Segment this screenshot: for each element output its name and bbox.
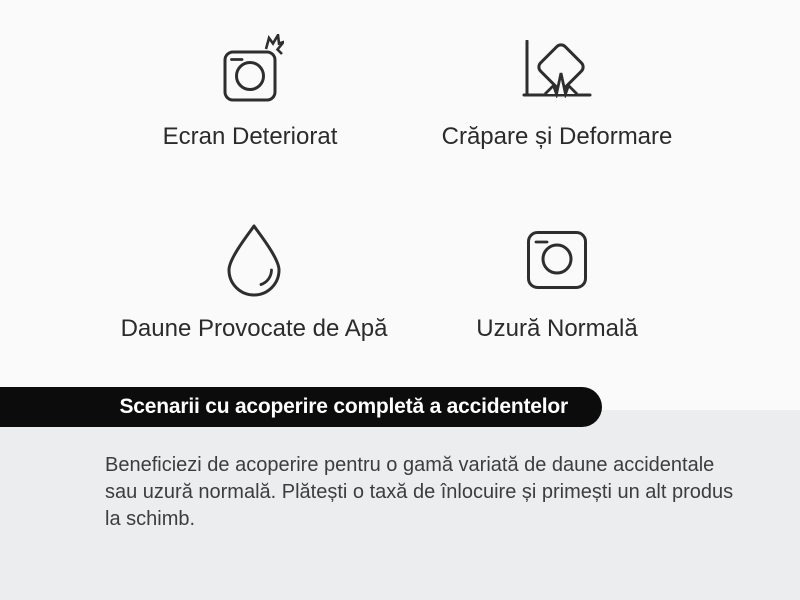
water-drop-icon bbox=[226, 223, 282, 297]
impact-shock-icon bbox=[522, 40, 592, 98]
coverage-description-line: la schimb. bbox=[105, 508, 196, 530]
feature-label: Crăpare și Deformare bbox=[441, 123, 673, 150]
coverage-description bbox=[105, 452, 733, 533]
feature-label: Ecran Deteriorat bbox=[162, 123, 338, 150]
feature-uzura-normala bbox=[417, 231, 697, 344]
coverage-banner-title: Scenarii cu acoperire completă a accidentelor bbox=[119, 395, 568, 418]
coverage-description-line: Beneficiezi de acoperire pentru o gamă variată de daune accidentale bbox=[105, 454, 715, 476]
camera-icon bbox=[527, 231, 587, 289]
feature-crapare-deformare bbox=[417, 40, 697, 152]
feature-label: Daune Provocate de Apă bbox=[120, 315, 388, 342]
feature-ecran-deteriorat bbox=[110, 34, 390, 152]
cracked-camera-icon bbox=[216, 34, 284, 102]
feature-daune-apa bbox=[114, 223, 394, 344]
coverage-description-line: sau uzură normală. Plătești o taxă de înlocuire și primești un alt produs bbox=[105, 481, 734, 503]
feature-label: Uzură Normală bbox=[476, 315, 638, 342]
coverage-banner bbox=[0, 387, 602, 427]
